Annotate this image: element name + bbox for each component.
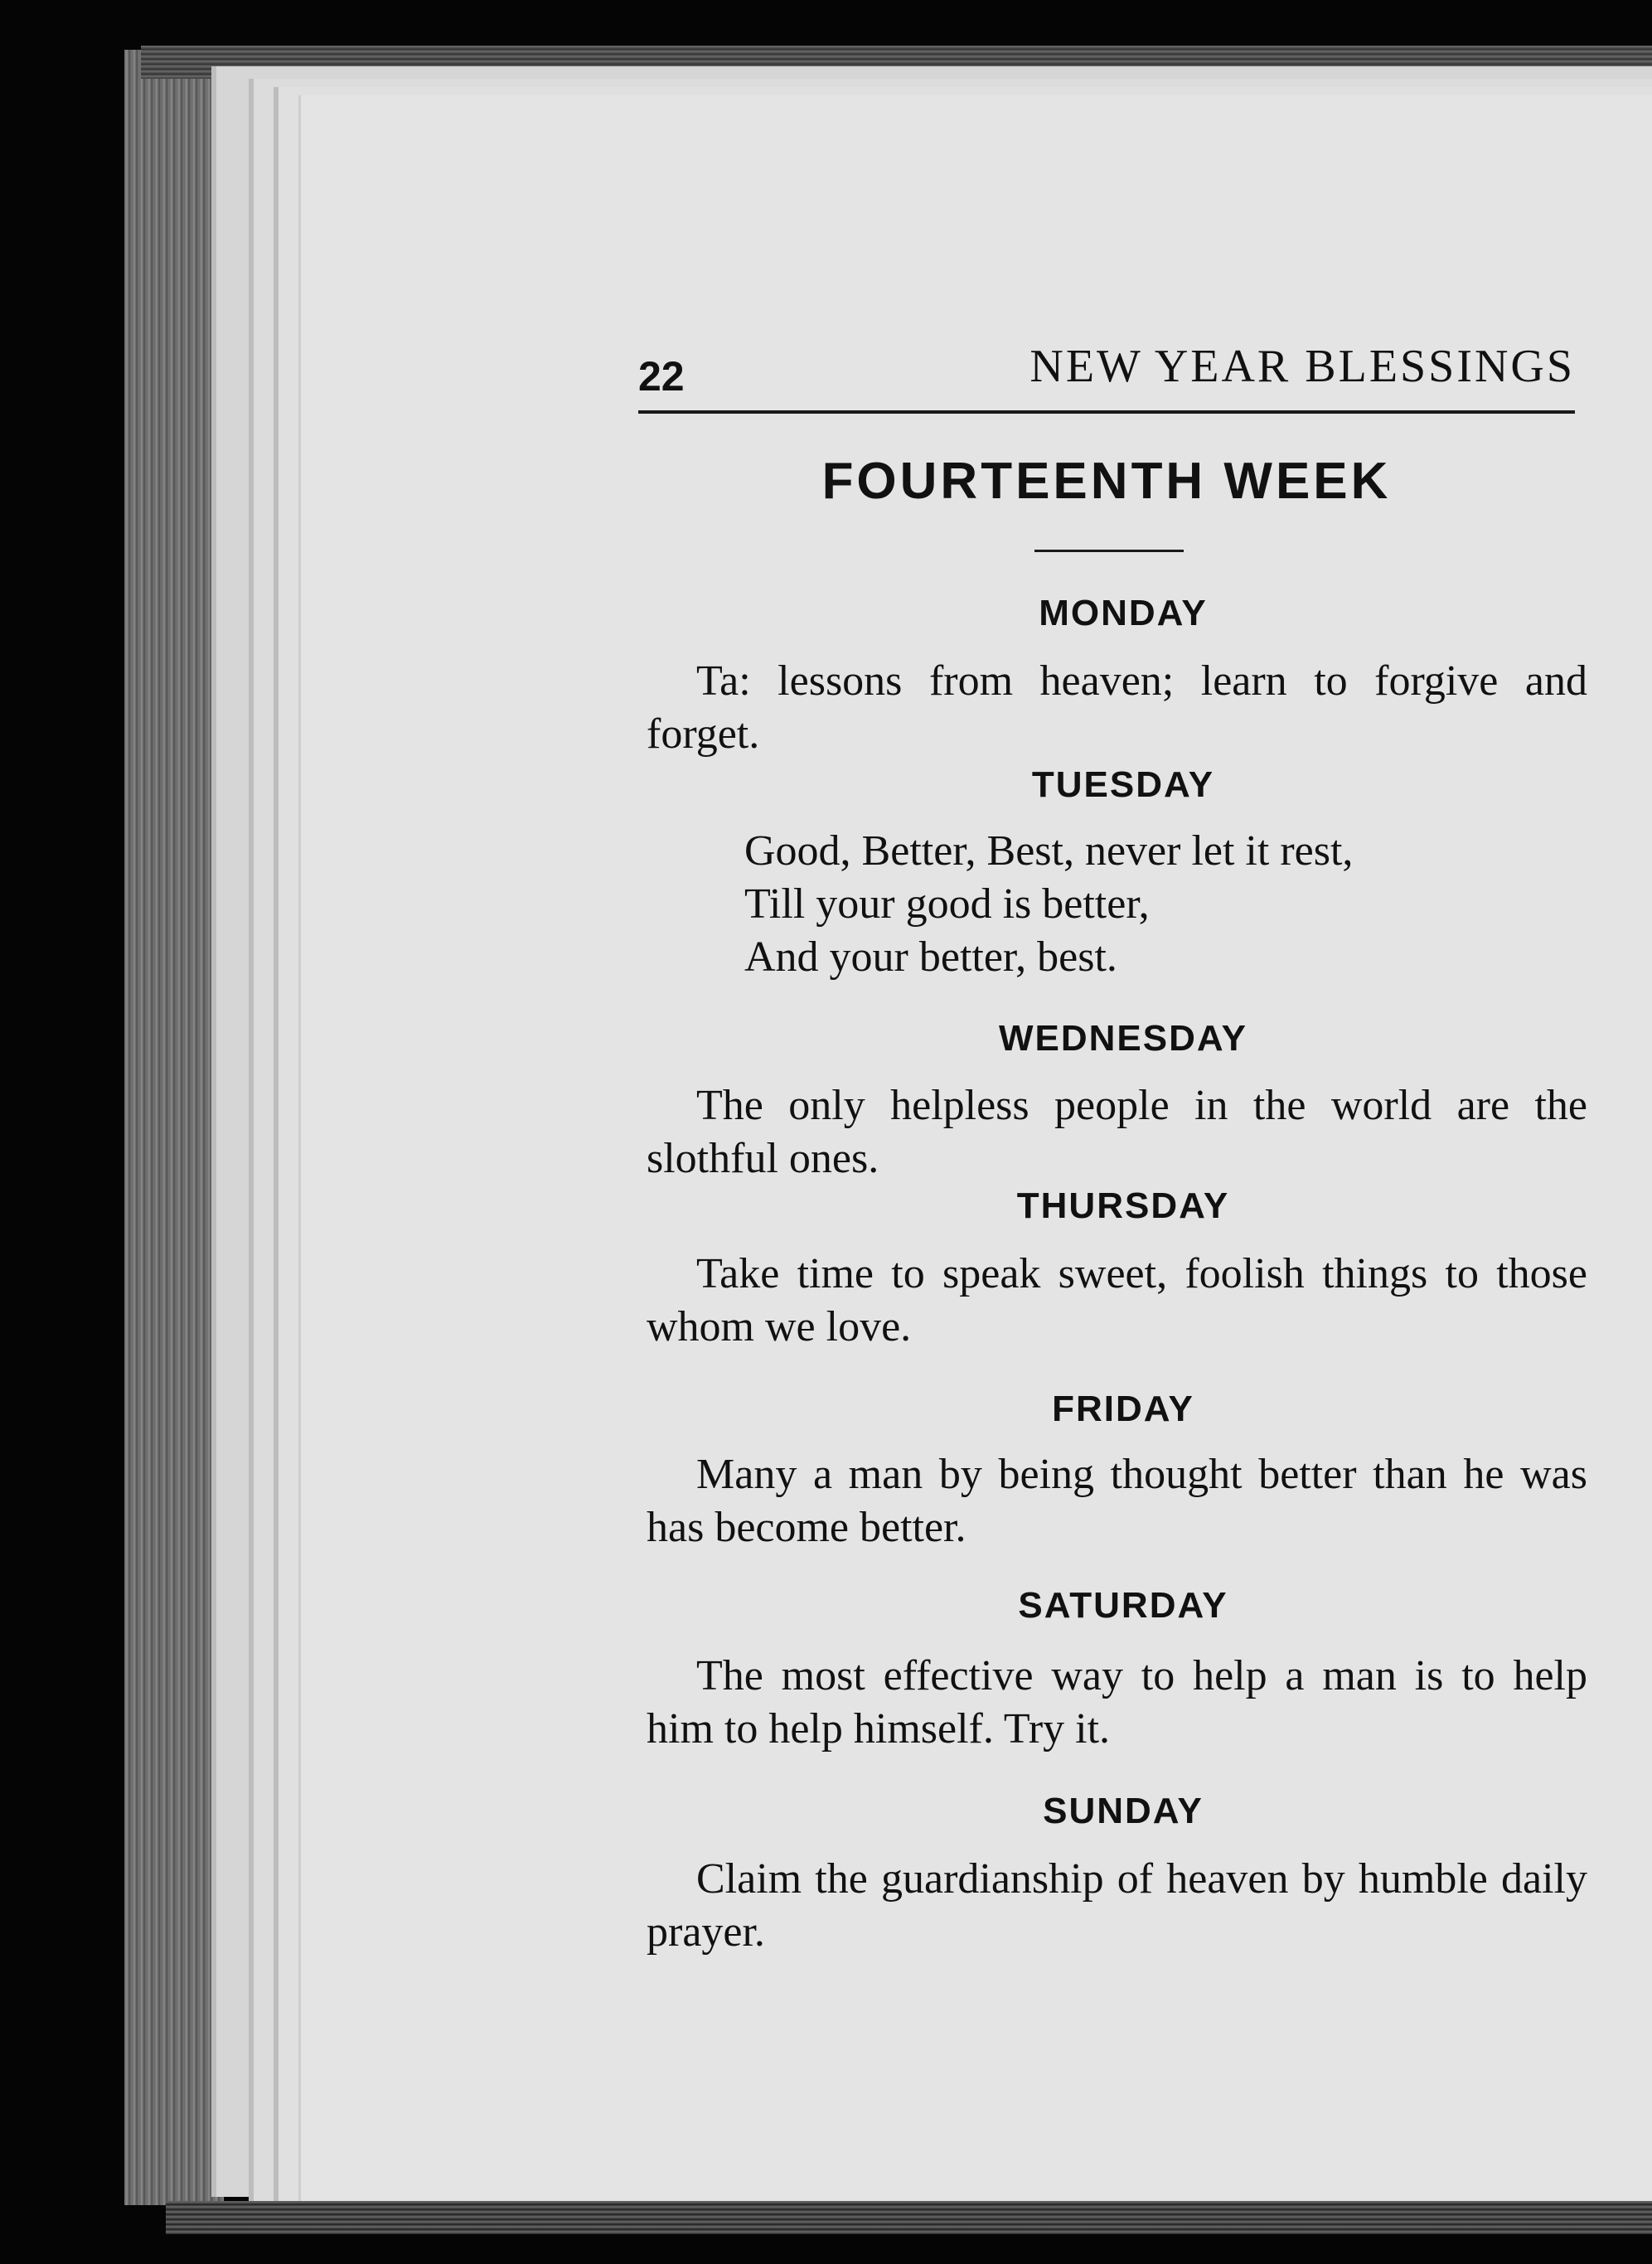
day-heading-saturday: SATURDAY	[1018, 1585, 1228, 1626]
verse-line: Till your good is better,	[744, 880, 1150, 928]
entry-sunday: Claim the guardianship of heaven by humble daily prayer.	[647, 1855, 1587, 1956]
running-head	[638, 327, 1575, 414]
entry-thursday: Take time to speak sweet, foolish things to those whom we love.	[647, 1250, 1587, 1350]
day-heading-wednesday: WEDNESDAY	[999, 1018, 1247, 1059]
verse-line: Good, Better, Best, never let it rest,	[744, 827, 1354, 875]
day-heading-thursday: THURSDAY	[1016, 1185, 1230, 1226]
entry-saturday: The most effective way to help a man is to help him to help himself. Try it.	[647, 1652, 1587, 1753]
page-number: 22	[638, 353, 685, 400]
title-rule	[1034, 550, 1184, 552]
entry-friday: Many a man by being thought better than he was has become better.	[647, 1451, 1587, 1551]
bottom-cover-edge	[166, 2201, 1652, 2234]
entry-monday: Ta: lessons from heaven; learn to forgive and forget.	[647, 657, 1587, 758]
week-title: FOURTEENTH WEEK	[821, 453, 1392, 510]
entry-wednesday: The only helpless people in the world are the slothful ones.	[647, 1082, 1587, 1182]
day-heading-friday: FRIDAY	[1052, 1389, 1194, 1429]
day-heading-tuesday: TUESDAY	[1031, 764, 1215, 805]
entry-tuesday-verse	[744, 825, 1573, 984]
verse-line: And your better, best.	[744, 933, 1117, 981]
running-title: NEW YEAR BLESSINGS	[1029, 341, 1575, 392]
book-binding	[124, 50, 224, 2205]
day-heading-sunday: SUNDAY	[1043, 1791, 1204, 1831]
day-heading-monday: MONDAY	[1039, 593, 1208, 633]
